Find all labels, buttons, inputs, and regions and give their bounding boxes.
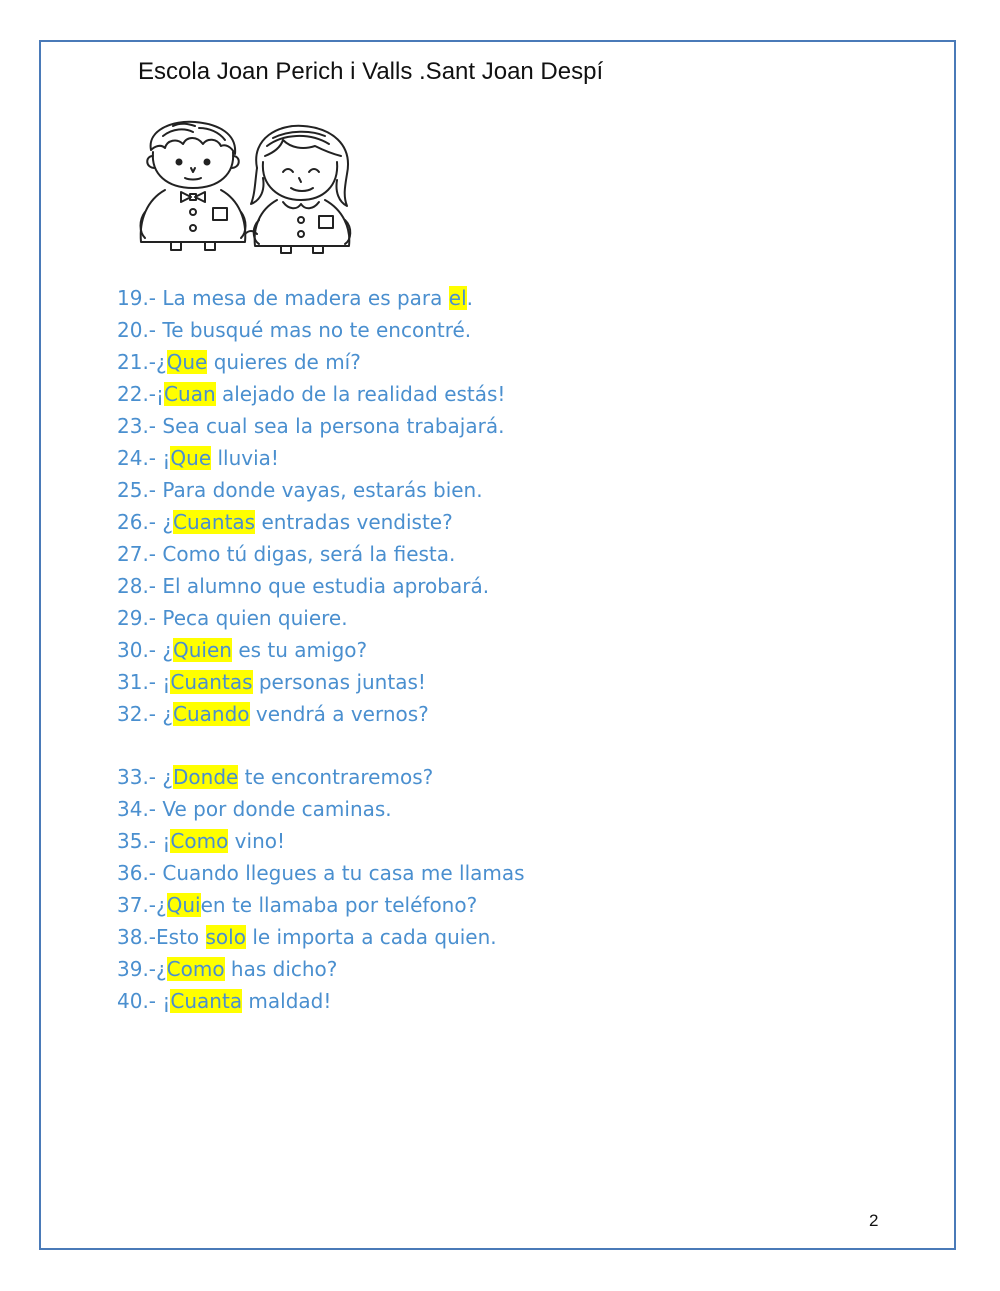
sentence-item [117,857,525,889]
sentence-text: 23.- Sea cual sea la persona trabajará. [117,414,505,438]
sentence-text: 32.- ¿ [117,702,173,726]
sentence-item [117,666,525,698]
sentence-text-end: . [466,286,473,310]
page-number: 2 [869,1211,879,1230]
sentence-text-end: te encontraremos? [238,765,434,789]
sentence-text: 21.-¿ [117,350,167,374]
sentence-item [117,889,525,921]
sentence-text: 25.- Para donde vayas, estarás bien. [117,478,483,502]
sentence-text: 38.-Esto [117,925,206,949]
boy-figure [141,122,246,250]
highlighted-word: Quien [173,638,232,662]
sentence-text: 34.- Ve por donde caminas. [117,797,392,821]
sentence-item [117,410,525,442]
sentence-item [117,506,525,538]
sentence-item [117,953,525,985]
sentence-text: 30.- ¿ [117,638,173,662]
sentence-text-end: entradas vendiste? [255,510,453,534]
sentence-text-end: es tu amigo? [231,638,368,662]
highlighted-word: Cuando [173,702,250,726]
boy-and-girl-drawing-icon [133,116,383,256]
highlighted-word: Como [166,957,225,981]
highlighted-word: Como [170,829,229,853]
sentence-list [117,282,525,1017]
sentence-text: 27.- Como tú digas, será la fiesta. [117,542,456,566]
sentence-text: 28.- El alumno que estudia aprobará. [117,574,490,598]
sentence-text: 19.- La mesa de madera es para [117,286,449,310]
school-title: Escola Joan Perich i Valls .Sant Joan Despí [138,58,604,85]
sentence-item [117,378,525,410]
sentence-text: 26.- ¿ [117,510,173,534]
sentence-item [117,570,525,602]
sentence-text: 39.-¿ [117,957,167,981]
sentence-text: 37.-¿ [117,893,167,917]
sentence-item [117,314,525,346]
highlighted-word: Donde [173,765,239,789]
sentence-item [117,282,525,314]
sentence-text-end: alejado de la realidad estás! [215,382,506,406]
sentence-item [117,538,525,570]
sentence-text: 40.- ¡ [117,989,171,1013]
sentence-item [117,602,525,634]
sentence-item [117,985,525,1017]
sentence-item [117,634,525,666]
sentence-item [117,474,525,506]
sentence-item [117,346,525,378]
highlighted-word: Cuantas [173,510,256,534]
highlighted-word: Cuan [164,382,216,406]
sentence-item [117,761,525,793]
sentence-text: 29.- Peca quien quiere. [117,606,348,630]
holding-hands [245,231,257,234]
highlighted-word: Que [170,446,212,470]
sentence-item [117,698,525,730]
sentence-text: 24.- ¡ [117,446,171,470]
sentence-text-end: lluvia! [211,446,279,470]
highlighted-word: solo [205,925,246,949]
sentence-text-end: vino! [228,829,286,853]
sentence-text-end: has dicho? [224,957,338,981]
highlighted-word: el [448,286,467,310]
sentence-text: 33.- ¿ [117,765,173,789]
girl-figure [251,126,350,253]
sentence-text-end: le importa a cada quien. [245,925,497,949]
highlighted-word: Qui [166,893,201,917]
sentence-text-end: personas juntas! [252,670,426,694]
sentence-item [117,442,525,474]
sentence-text: 31.- ¡ [117,670,171,694]
sentence-text-end: quieres de mí? [207,350,361,374]
sentence-item [117,825,525,857]
sentence-text: 36.- Cuando llegues a tu casa me llamas [117,861,525,885]
highlighted-word: Cuantas [170,670,253,694]
sentence-item [117,793,525,825]
highlighted-word: Que [166,350,208,374]
sentence-text: 35.- ¡ [117,829,171,853]
sentence-text: 20.- Te busqué mas no te encontré. [117,318,472,342]
highlighted-word: Cuanta [170,989,243,1013]
sentence-text: 22.-¡ [117,382,165,406]
sentence-text-end: maldad! [242,989,332,1013]
sentence-text-end: en te llamaba por teléfono? [200,893,478,917]
sentence-text-end: vendrá a vernos? [249,702,429,726]
sentence-item [117,921,525,953]
